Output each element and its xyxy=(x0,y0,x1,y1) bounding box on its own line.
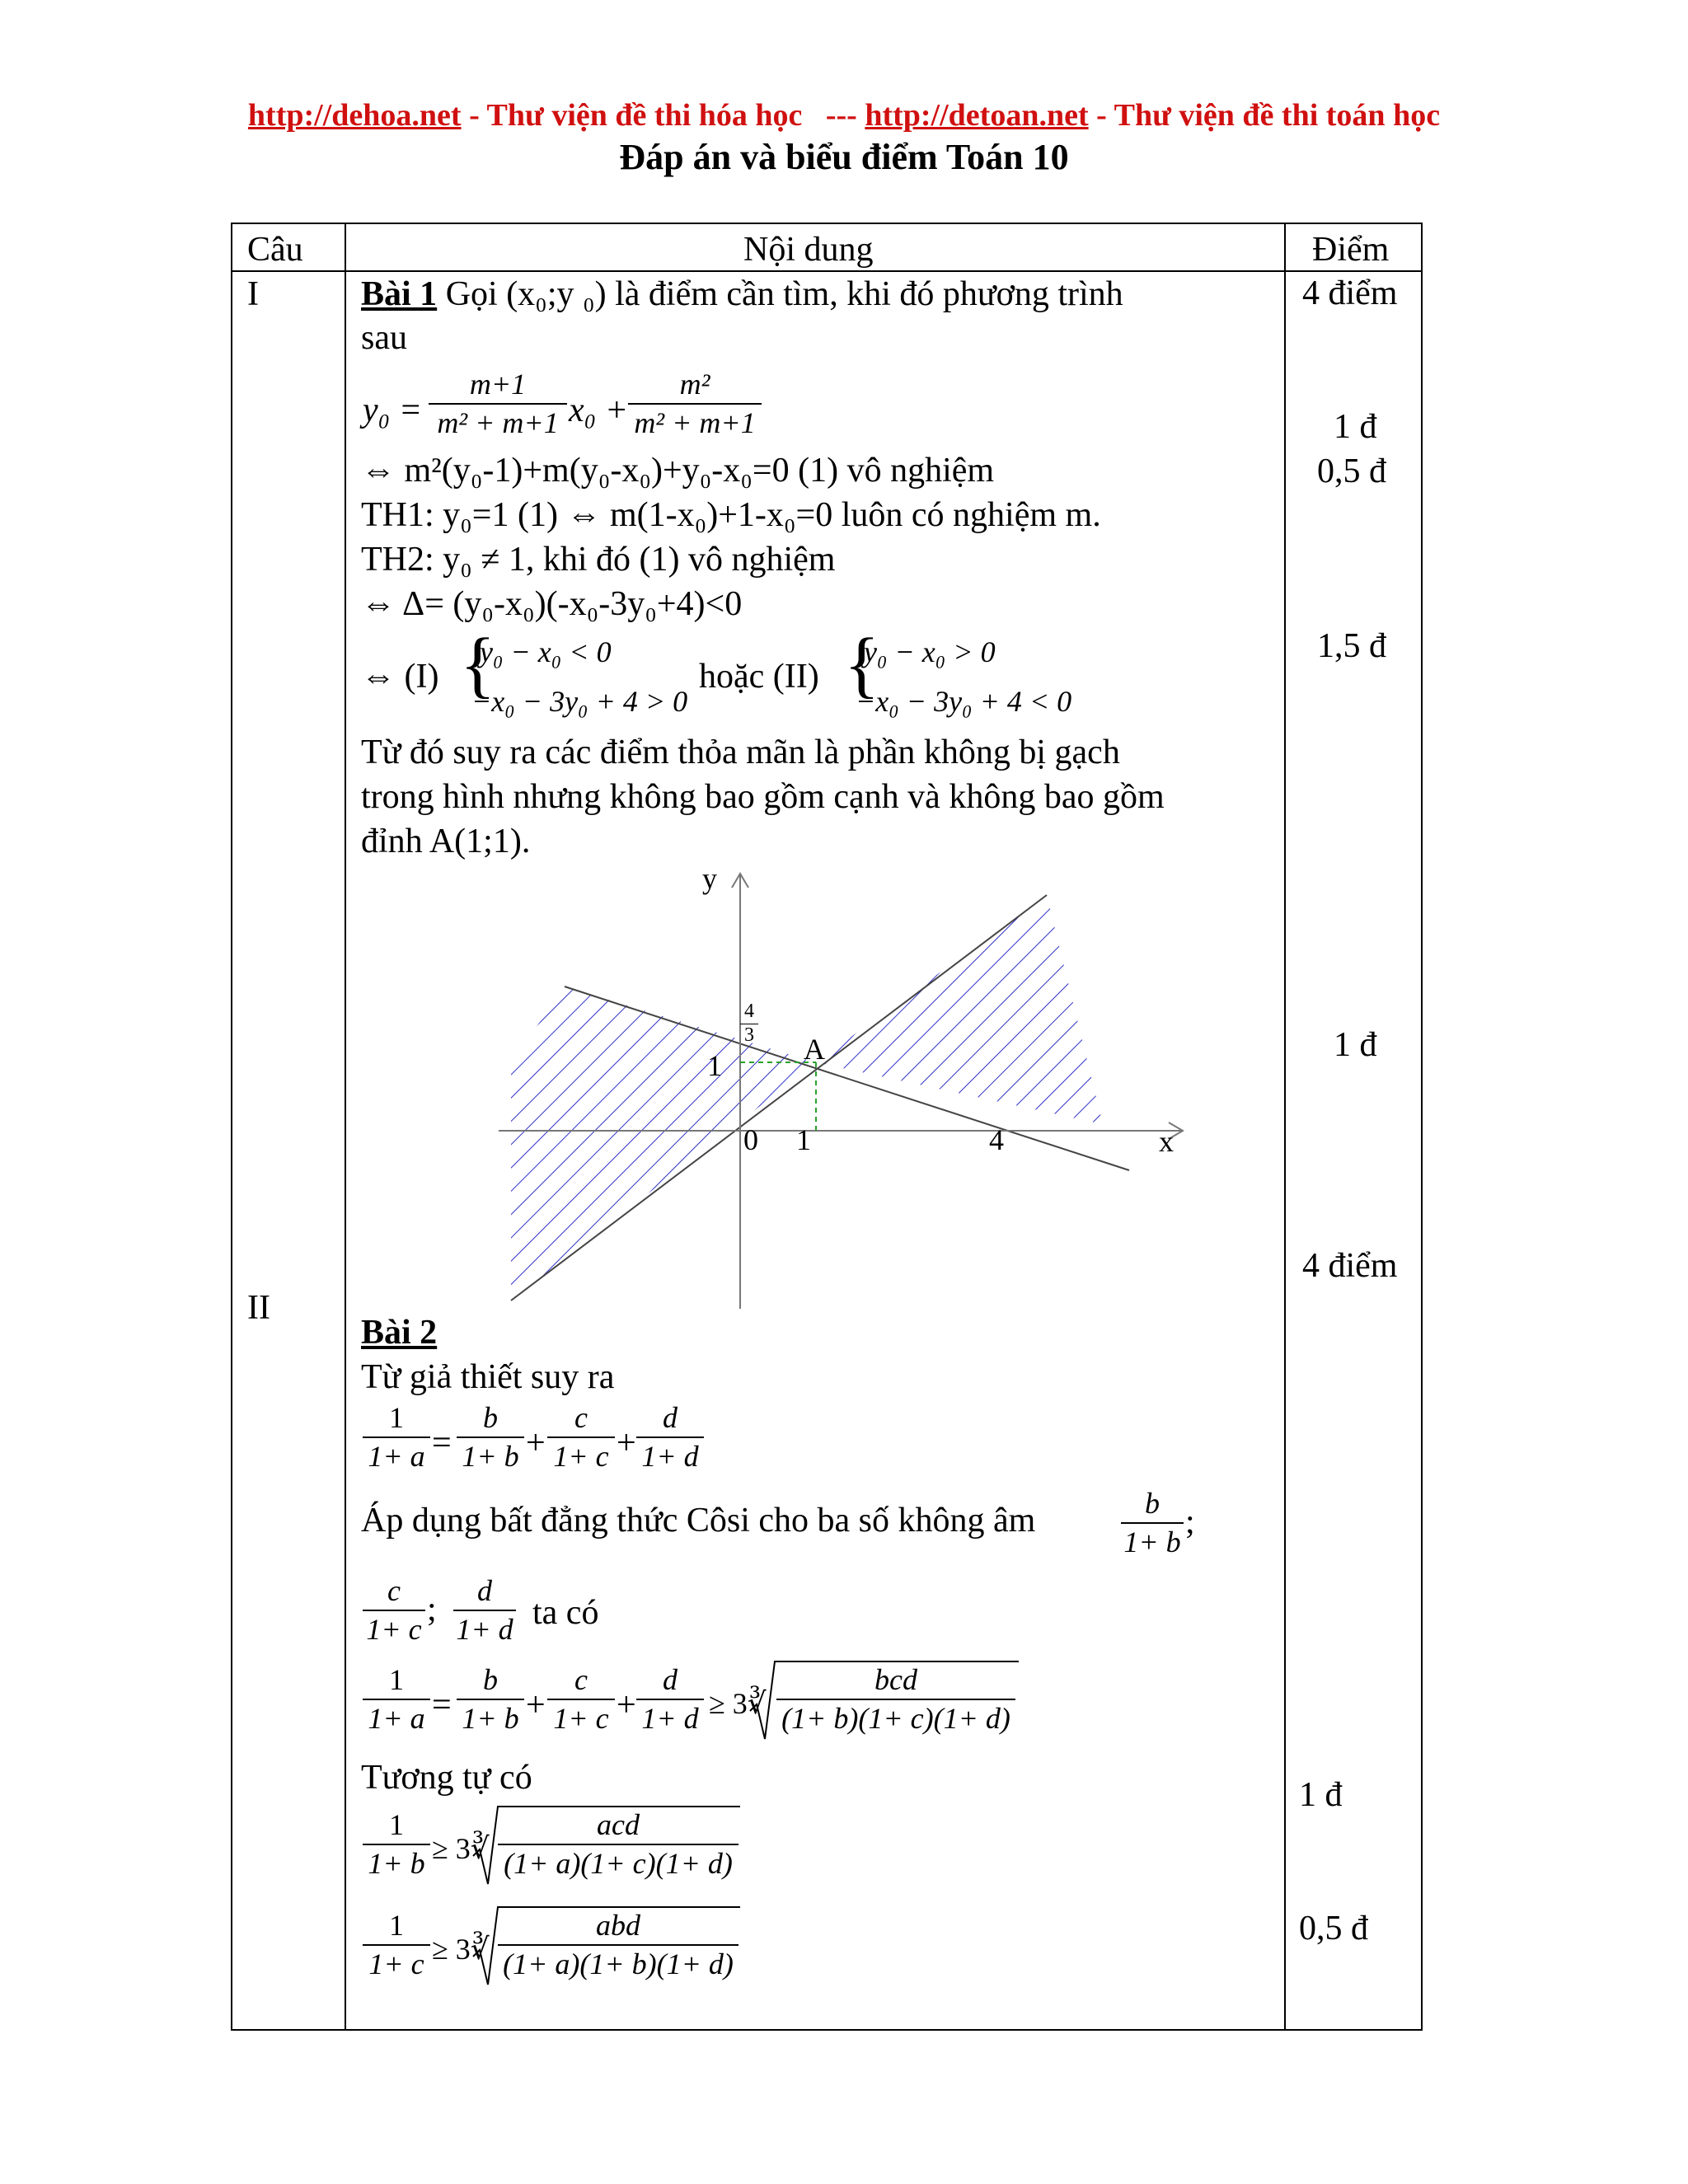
apply-b-den: 1+ b xyxy=(1123,1526,1181,1559)
eq2-d-den: 1+ d xyxy=(641,1702,699,1736)
brace-1: { xyxy=(460,624,496,705)
header-diem: Điểm xyxy=(1312,231,1390,269)
root1-den: (1+ b)(1+ c)(1+ d) xyxy=(781,1702,1010,1736)
eq-x0-plus: x₀ + xyxy=(569,391,629,429)
bai1-line2: sau xyxy=(361,319,407,357)
header-text-1: - Thư viện đề thi hóa học --- xyxy=(461,98,865,133)
bai1-score-2: 0,5 đ xyxy=(1317,452,1386,490)
eq1-b-den: 1+ b xyxy=(462,1440,519,1474)
root3-num: abd xyxy=(596,1909,640,1942)
header-noidung: Nội dung xyxy=(743,231,874,269)
taco: ta có xyxy=(532,1594,599,1632)
frac-2-num: m² xyxy=(679,368,710,401)
eq2-b-num: b xyxy=(483,1663,498,1696)
eq1-plus-1: + xyxy=(526,1424,546,1462)
bai2-score-total: 4 điểm xyxy=(1302,1247,1398,1285)
dehoa-link[interactable]: http://dehoa.net xyxy=(247,98,462,133)
bai2-score-2: 0,5 đ xyxy=(1299,1910,1368,1947)
page-title: Đáp án và biểu điểm Toán 10 xyxy=(619,137,1069,177)
eq4-num: 1 xyxy=(389,1909,404,1942)
eq2-geq-root: ≥ 3∛ xyxy=(709,1687,767,1720)
bai1-th2: TH2: y₀ ≠ 1, khi đó (1) vô nghiệm xyxy=(361,541,836,579)
tuong-tu: Tương tự có xyxy=(361,1759,532,1797)
frac-1-den: m² + m+1 xyxy=(437,406,559,440)
bai1-eq1: ⇔ m²(y₀-1)+m(y₀-x₀)+y₀-x₀=0 (1) vô nghiệm xyxy=(361,452,995,490)
apply-d-num: d xyxy=(477,1574,492,1607)
header-cau: Câu xyxy=(247,231,303,269)
eq2-b-den: 1+ b xyxy=(462,1702,519,1736)
graph-origin: 0 xyxy=(743,1123,758,1156)
frac-2-den: m² + m+1 xyxy=(634,406,756,440)
apply-b-num: b xyxy=(1145,1487,1160,1520)
eq1-num: 1 xyxy=(389,1401,404,1434)
eq2-plus-1: + xyxy=(526,1686,546,1724)
eq2-num: 1 xyxy=(389,1663,404,1696)
graph-y-tick-1: 1 xyxy=(707,1049,722,1082)
eq1-d-num: d xyxy=(663,1401,678,1434)
sys2-a: y₀ − x₀ > 0 xyxy=(864,635,996,668)
apply-semicolon-2: ; xyxy=(427,1591,437,1629)
sys2-b: −x₀ − 3y₀ + 4 < 0 xyxy=(856,685,1072,718)
eq3-den: 1+ b xyxy=(368,1847,425,1881)
eq1-plus-2: + xyxy=(617,1424,636,1462)
tick-43-den: 3 xyxy=(744,1024,754,1046)
eq2-d-num: d xyxy=(663,1663,678,1696)
bai1-score-3: 1,5 đ xyxy=(1317,627,1386,665)
detoan-link[interactable]: http://detoan.net xyxy=(865,98,1089,133)
eq2-den: 1+ a xyxy=(368,1702,425,1736)
root3-den: (1+ a)(1+ b)(1+ d) xyxy=(503,1947,734,1981)
graph-x-tick-4: 4 xyxy=(989,1123,1004,1156)
bai1-score-total: 4 điểm xyxy=(1302,274,1398,312)
eq4-root-frac xyxy=(498,1909,738,1982)
bai1-concl1: Từ đó suy ra các điểm thỏa mãn là phần không bị gạch xyxy=(361,733,1120,771)
eq1-den: 1+ a xyxy=(368,1440,425,1474)
sys-prefix: ⇔ (I) xyxy=(361,658,439,696)
cau-I: I xyxy=(247,275,259,313)
eq4-geq-root: ≥ 3∛ xyxy=(432,1933,490,1966)
apply-semicolon-1: ; xyxy=(1185,1503,1195,1541)
graph-x-tick-1: 1 xyxy=(796,1123,811,1156)
eq2-c-num: c xyxy=(574,1663,588,1696)
bai1-line1-text: Gọi (x₀;y ₀) là điểm cần tìm, khi đó phương trình xyxy=(437,275,1123,313)
bai1-concl2: trong hình nhưng không bao gồm cạnh và không bao gồm xyxy=(361,778,1165,816)
bai2-line1: Từ giả thiết suy ra xyxy=(361,1358,615,1396)
apply-c-num: c xyxy=(387,1574,401,1607)
root2-den: (1+ a)(1+ c)(1+ d) xyxy=(504,1847,733,1881)
eq3-geq-root: ≥ 3∛ xyxy=(432,1832,490,1865)
sys1-b: −x₀ − 3y₀ + 4 > 0 xyxy=(471,685,688,718)
brace-2: { xyxy=(844,624,880,705)
eq3-num: 1 xyxy=(389,1808,404,1841)
bai2-score-1: 1 đ xyxy=(1299,1776,1343,1814)
eq1-d-den: 1+ d xyxy=(641,1440,699,1474)
eq2-c-den: 1+ c xyxy=(553,1702,609,1736)
graph-y-label: y xyxy=(702,862,717,895)
bai1-heading: Bài 1 xyxy=(361,275,438,313)
eq1-b-num: b xyxy=(483,1401,498,1434)
apply-d-den: 1+ d xyxy=(456,1613,513,1647)
graph-point-A: A xyxy=(804,1033,825,1066)
eq1-c-den: 1+ c xyxy=(553,1440,609,1474)
eq2-plus-2: + xyxy=(617,1686,636,1724)
eq1-equals: = xyxy=(432,1424,452,1462)
tick-43-num: 4 xyxy=(744,1001,754,1022)
bai1-delta: ⇔ Δ= (y₀-x₀)(-x₀-3y₀+4)<0 xyxy=(361,585,743,623)
bai2-heading: Bài 2 xyxy=(361,1314,438,1352)
sys1-a: y₀ − x₀ < 0 xyxy=(480,635,612,668)
header-text-2: - Thư viện đề thi toán học xyxy=(1088,98,1441,133)
root2-num: acd xyxy=(597,1808,640,1841)
bai2-apply: Áp dụng bất đẳng thức Côsi cho ba số không âm xyxy=(361,1502,1036,1540)
bai1-score-4: 1 đ xyxy=(1334,1026,1377,1064)
cau-II: II xyxy=(247,1289,270,1327)
eq-y0: y₀ = xyxy=(363,391,423,429)
eq1-c-num: c xyxy=(574,1401,588,1434)
apply-c-den: 1+ c xyxy=(366,1613,422,1647)
bai1-th1: TH1: y₀=1 (1) ⇔ m(1-x₀)+1-x₀=0 luôn có nghiệm m. xyxy=(361,496,1101,534)
bai1-concl3: đỉnh A(1;1). xyxy=(361,823,531,860)
root1-num: bcd xyxy=(874,1663,917,1696)
eq2-equals: = xyxy=(432,1686,452,1724)
graph-x-label: x xyxy=(1159,1125,1174,1158)
eq4-den: 1+ c xyxy=(368,1947,424,1981)
frac-1-num: m+1 xyxy=(469,368,527,401)
bai1-score-1: 1 đ xyxy=(1334,408,1377,446)
hoac: hoặc (II) xyxy=(699,658,819,696)
